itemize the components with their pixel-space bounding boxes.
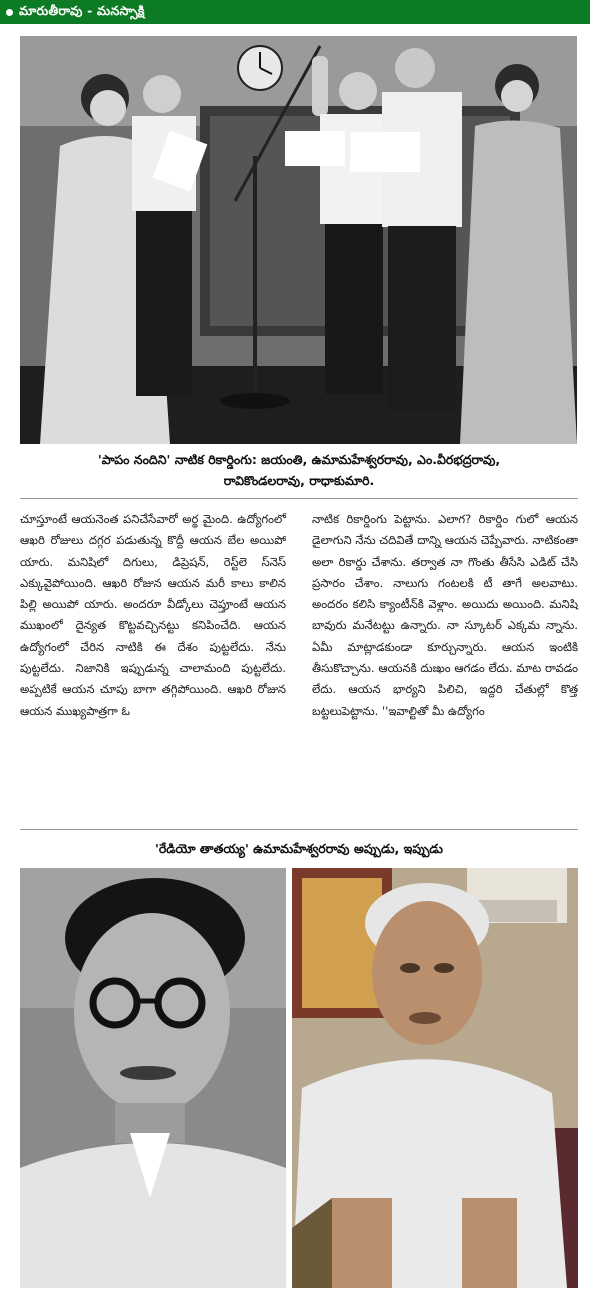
bottom-photos-caption: 'రేడియో తాతయ్య' ఉమామహేశ్వరరావు అప్పుడు, ఇప్పుడు xyxy=(155,841,443,856)
article-column-left xyxy=(20,509,286,722)
caption-line-2: రావికొండలరావు, రాధాకుమారి. xyxy=(223,473,375,488)
article-text-right: నాటిక రికార్డింగు పెట్టాను. ఎలాగ? రికార్డిం గులో ఆయన డైలాగుని నేను చదివితే దాన్ని ఆయన చెప్పేవారు. నాటికంతా అలా రికార్డు చేశాను. తర్వాత నా గొంతు తీసేసి ఎడిట్ చేసి ప్రసారం చేశాం. నాలుగు గంటలకి టీ తాగే అలవాటు. అందరం కలిసి క్యాంటీన్‌కి వెళ్లాం. అయిదు అయింది. మనిషి బావురు మనేటట్టు ఉన్నారు. నా స్కూటర్ ఎక్కమ న్నాను. ఏమీ మాట్లాడకుండా కూర్చున్నారు. ఆయన ఇంటికి తీసుకొచ్చాను. ఆయనకి దుఃఖం ఆగడం లేదు. మాట రావడం లేదు. ఆయన భార్యని పిలిచి, ఇద్దరి చేతుల్లో కొత్త బట్టలుపెట్టాను. ''ఇవాల్టితో మీ ఉద్యోగం xyxy=(312,512,578,718)
old-portrait-photo xyxy=(292,868,578,1288)
banner-title: మారుతీరావు - మనస్సాక్షి xyxy=(19,2,145,18)
article-text-left: చూస్తూంటే ఆయనెంత పనిచేసేవారో అర్థ మైంది. ఉద్యోగంలో ఆఖరి రోజులు దగ్గర పడుతున్న కొద్దీ ఆయన బేల అయిపో యారు. మనిషిలో దిగులు, డిప్రెషన్, రెస్ట్‌లె స్‌నెస్ ఎక్కువైపోయింది. ఆఖరి రోజున ఆయన మరీ కాలు కాలిన పిల్లి అయిపో యారు. అందరూ వీడ్కోలు చెప్తూంటే ఆయన ముఖంలో దైన్యత కొట్టవచ్చినట్టు కనిపించేది. ఆయన ఉద్యోగంలో చేరిన నాటికి ఈ దేశం పుట్టలేదు. నేను పుట్టలేదు. నిజానికి ఇప్పుడున్న చాలామంది పుట్టలేదు. అప్పటికే ఆయన చూపు బాగా తగ్గిపోయింది. ఆఖరి రోజున ఆయన ముఖ్యపాత్రగా ఓ xyxy=(20,512,286,718)
bullet-icon xyxy=(6,9,13,16)
recording-session-photo xyxy=(20,36,577,444)
header-banner xyxy=(0,0,590,24)
caption-line-1: 'పాపం నందిని' నాటిక రికార్డింగు: జయంతి, ఉమామహేశ్వరరావు, ఎం.వీరభద్రరావు, xyxy=(97,452,501,467)
top-photo-caption xyxy=(20,449,578,491)
young-portrait-photo xyxy=(20,868,286,1288)
divider-bottom xyxy=(20,829,578,830)
article-column-right xyxy=(312,509,578,722)
divider-top xyxy=(20,498,578,499)
